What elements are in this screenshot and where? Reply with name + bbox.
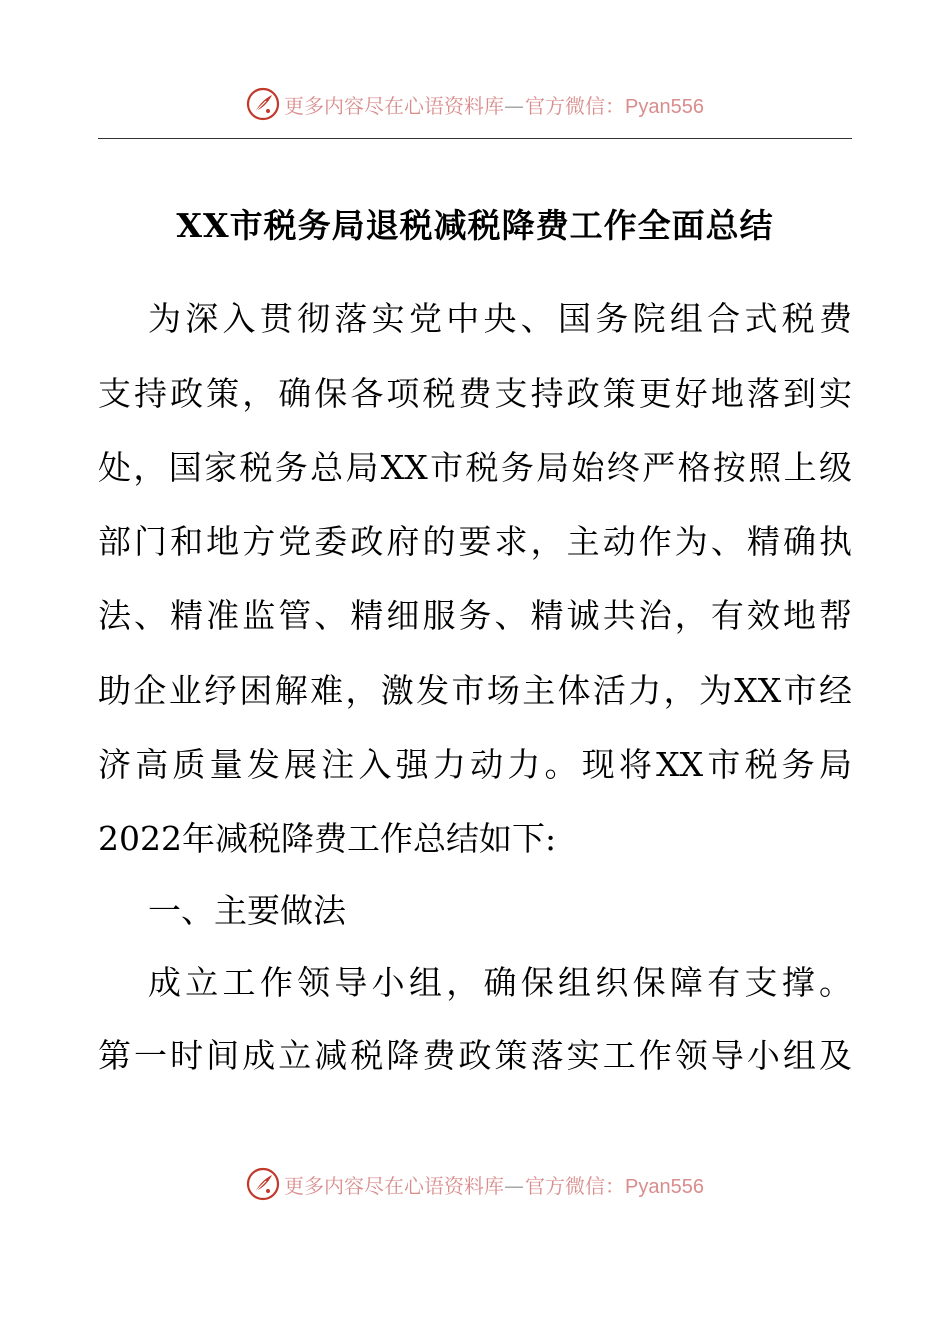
- paragraph-line: 为深入贯彻落实党中央、国务院组合式税费: [148, 299, 852, 338]
- paragraph-line: 成立工作领导小组，确保组织保障有支撑。: [148, 963, 852, 1002]
- watermark-label: 官方微信：: [525, 93, 626, 118]
- quill-seal-icon: [246, 87, 280, 121]
- paragraph-line: 济高质量发展注入强力动力。现将XX市税务局: [98, 745, 852, 784]
- paragraph-line: 处，国家税务总局XX市税务局始终严格按照上级: [98, 448, 852, 487]
- header-divider: [98, 138, 852, 139]
- watermark-label: 官方微信：: [525, 1173, 626, 1198]
- paragraph-line: 2022年减税降费工作总结如下:: [98, 819, 557, 858]
- paragraph-line: 法、精准监管、精细服务、精诚共治，有效地帮: [98, 596, 852, 635]
- watermark-main-text: 更多内容尽在心语资料库: [284, 93, 505, 118]
- paragraph-line: 助企业纾困解难，激发市场主体活力，为XX市经: [98, 671, 852, 710]
- quill-seal-icon: [246, 1167, 280, 1201]
- paragraph-line: 第一时间成立减税降费政策落实工作领导小组及: [98, 1036, 852, 1075]
- watermark-main-text: 更多内容尽在心语资料库: [284, 1173, 505, 1198]
- paragraph-line: 部门和地方党委政府的要求，主动作为、精确执: [98, 522, 852, 561]
- watermark-separator: —: [504, 1173, 526, 1198]
- watermark-handle: Pyan556: [625, 95, 704, 118]
- watermark-handle: Pyan556: [625, 1175, 704, 1198]
- document-title: XX市税务局退税减税降费工作全面总结: [176, 206, 774, 245]
- footer-watermark: [0, 1162, 950, 1206]
- paragraph-line: 支持政策，确保各项税费支持政策更好地落到实: [98, 374, 852, 413]
- header-watermark: [0, 82, 950, 126]
- watermark-separator: —: [504, 93, 526, 118]
- section-heading: 一、主要做法: [148, 891, 346, 930]
